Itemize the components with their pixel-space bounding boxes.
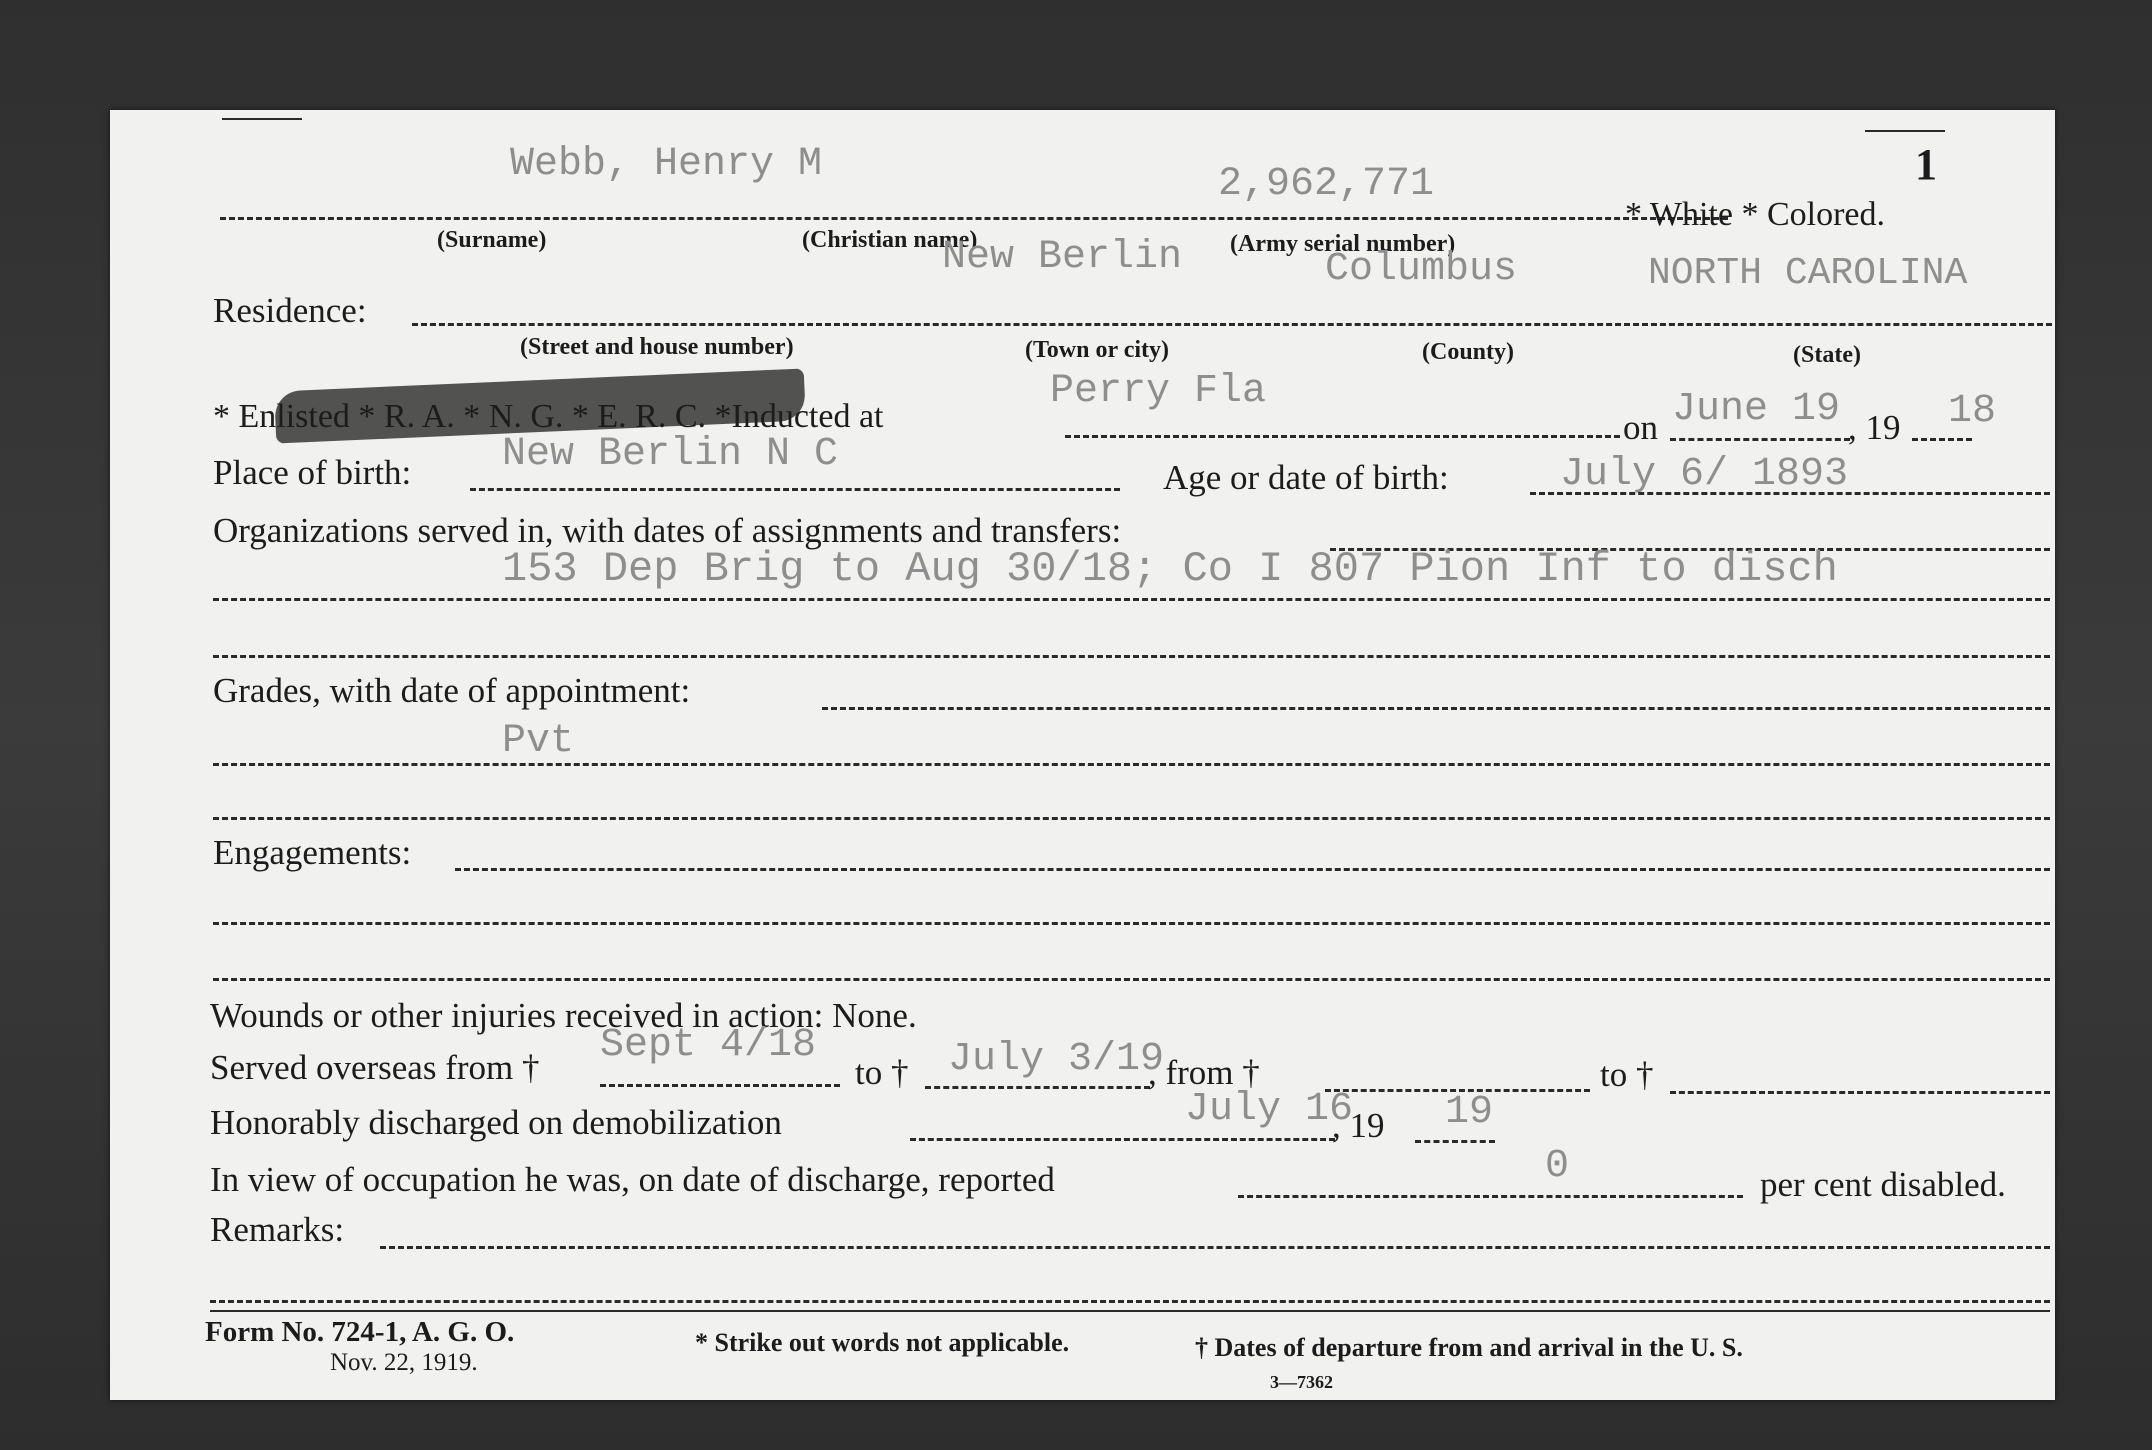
caption-surname: (Surname) — [437, 227, 547, 253]
discharge-year: 19 — [1445, 1090, 1494, 1135]
birth-date-value: July 6/ 1893 — [1560, 452, 1849, 497]
print-code: 3—7362 — [1270, 1372, 1333, 1392]
discharge-year-prefix: , 19 — [1332, 1106, 1385, 1145]
remarks-label: Remarks: — [210, 1210, 345, 1249]
remarks-line-1 — [380, 1246, 2050, 1249]
disability-suffix: per cent disabled. — [1760, 1165, 2006, 1204]
enlistment-year-line — [1912, 438, 1972, 441]
birth-place-value: New Berlin N C — [502, 432, 839, 477]
wounds-label: Wounds or other injuries received in action: None. — [210, 996, 917, 1035]
enlistment-options: * Enlisted * R. A. * N. G. * E. R. C. *Inducted at — [213, 398, 884, 435]
engagements-line-3 — [213, 978, 2050, 981]
overseas-to-value: July 3/19 — [948, 1037, 1165, 1082]
discharge-date-line — [910, 1138, 1335, 1141]
caption-street: (Street and house number) — [520, 334, 794, 360]
service-record-card — [110, 110, 2055, 1400]
remarks-line-2 — [210, 1300, 2050, 1303]
disability-label: In view of occupation he was, on date of discharge, reported — [210, 1160, 1055, 1199]
overseas-from-line — [600, 1084, 840, 1087]
organizations-entry: 153 Dep Brig to Aug 30/18; Co I 807 Pion Inf to disch — [502, 545, 1838, 593]
overseas-from-value: Sept 4/18 — [600, 1023, 817, 1068]
race-options: * White * Colored. — [1625, 196, 1885, 233]
overseas-to2-line — [1670, 1091, 2050, 1094]
birth-date-line — [1530, 492, 2050, 495]
enlistment-date: June 19 — [1672, 387, 1841, 432]
name-value: Webb, Henry M — [510, 142, 823, 187]
discharge-label: Honorably discharged on demobilization — [210, 1103, 782, 1142]
grades-label: Grades, with date of appointment: — [213, 671, 691, 710]
residence-town: New Berlin — [942, 235, 1183, 280]
engagements-line-1 — [455, 868, 2050, 871]
serial-number-value: 2,962,771 — [1218, 162, 1435, 207]
birth-place-line — [470, 488, 1120, 491]
engagements-label: Engagements: — [213, 833, 412, 872]
card-number-rule — [1865, 130, 1945, 132]
overseas-label: Served overseas from † — [210, 1048, 540, 1087]
birth-place-label: Place of birth: — [213, 453, 412, 492]
caption-serial-number: (Army serial number) — [1230, 231, 1456, 257]
discharge-year-line — [1415, 1140, 1495, 1143]
name-line — [220, 217, 1728, 220]
enlistment-year: 18 — [1948, 389, 1997, 434]
caption-state: (State) — [1793, 342, 1861, 368]
organizations-line-3 — [213, 655, 2050, 658]
birth-age-label: Age or date of birth: — [1163, 458, 1449, 497]
engagements-line-2 — [213, 922, 2050, 925]
grades-line-3 — [213, 817, 2050, 820]
grades-line-2 — [213, 763, 2050, 766]
form-date: Nov. 22, 1919. — [330, 1349, 478, 1376]
overseas-to-line — [925, 1086, 1150, 1089]
discharge-date-value: July 16 — [1185, 1087, 1354, 1132]
caption-christian-name: (Christian name) — [802, 227, 978, 253]
overseas-to-label: to † — [855, 1053, 909, 1092]
enlistment-year-prefix: , 19 — [1848, 408, 1901, 447]
grades-entry: Pvt — [502, 719, 575, 764]
overseas-to2-label: to † — [1600, 1055, 1654, 1094]
residence-line — [412, 323, 2052, 326]
top-left-rule — [222, 118, 302, 120]
enlistment-on-label: on — [1623, 408, 1658, 447]
inducted-at-line — [1065, 435, 1620, 438]
enlistment-date-line — [1670, 438, 1850, 441]
disability-line — [1238, 1195, 1743, 1198]
residence-county: Columbus — [1325, 247, 1518, 292]
form-number: Form No. 724-1, A. G. O. — [205, 1316, 515, 1348]
caption-town: (Town or city) — [1025, 337, 1169, 363]
caption-county: (County) — [1422, 339, 1515, 365]
residence-label: Residence: — [213, 291, 367, 330]
organizations-line-2 — [213, 598, 2050, 601]
inducted-at-value: Perry Fla — [1050, 369, 1267, 414]
overseas-from2-label: , from † — [1148, 1053, 1260, 1092]
footer-rule — [210, 1310, 2050, 1312]
card-number: 1 — [1915, 140, 1937, 189]
residence-state: NORTH CAROLINA — [1648, 252, 1968, 295]
disability-percent-value: 0 — [1545, 1144, 1570, 1189]
organizations-label: Organizations served in, with dates of assignments and transfers: — [213, 511, 1122, 550]
strike-note: * Strike out words not applicable. — [695, 1328, 1070, 1357]
grades-line-1 — [822, 707, 2050, 710]
dates-note: † Dates of departure from and arrival in the U. S. — [1195, 1333, 1743, 1362]
